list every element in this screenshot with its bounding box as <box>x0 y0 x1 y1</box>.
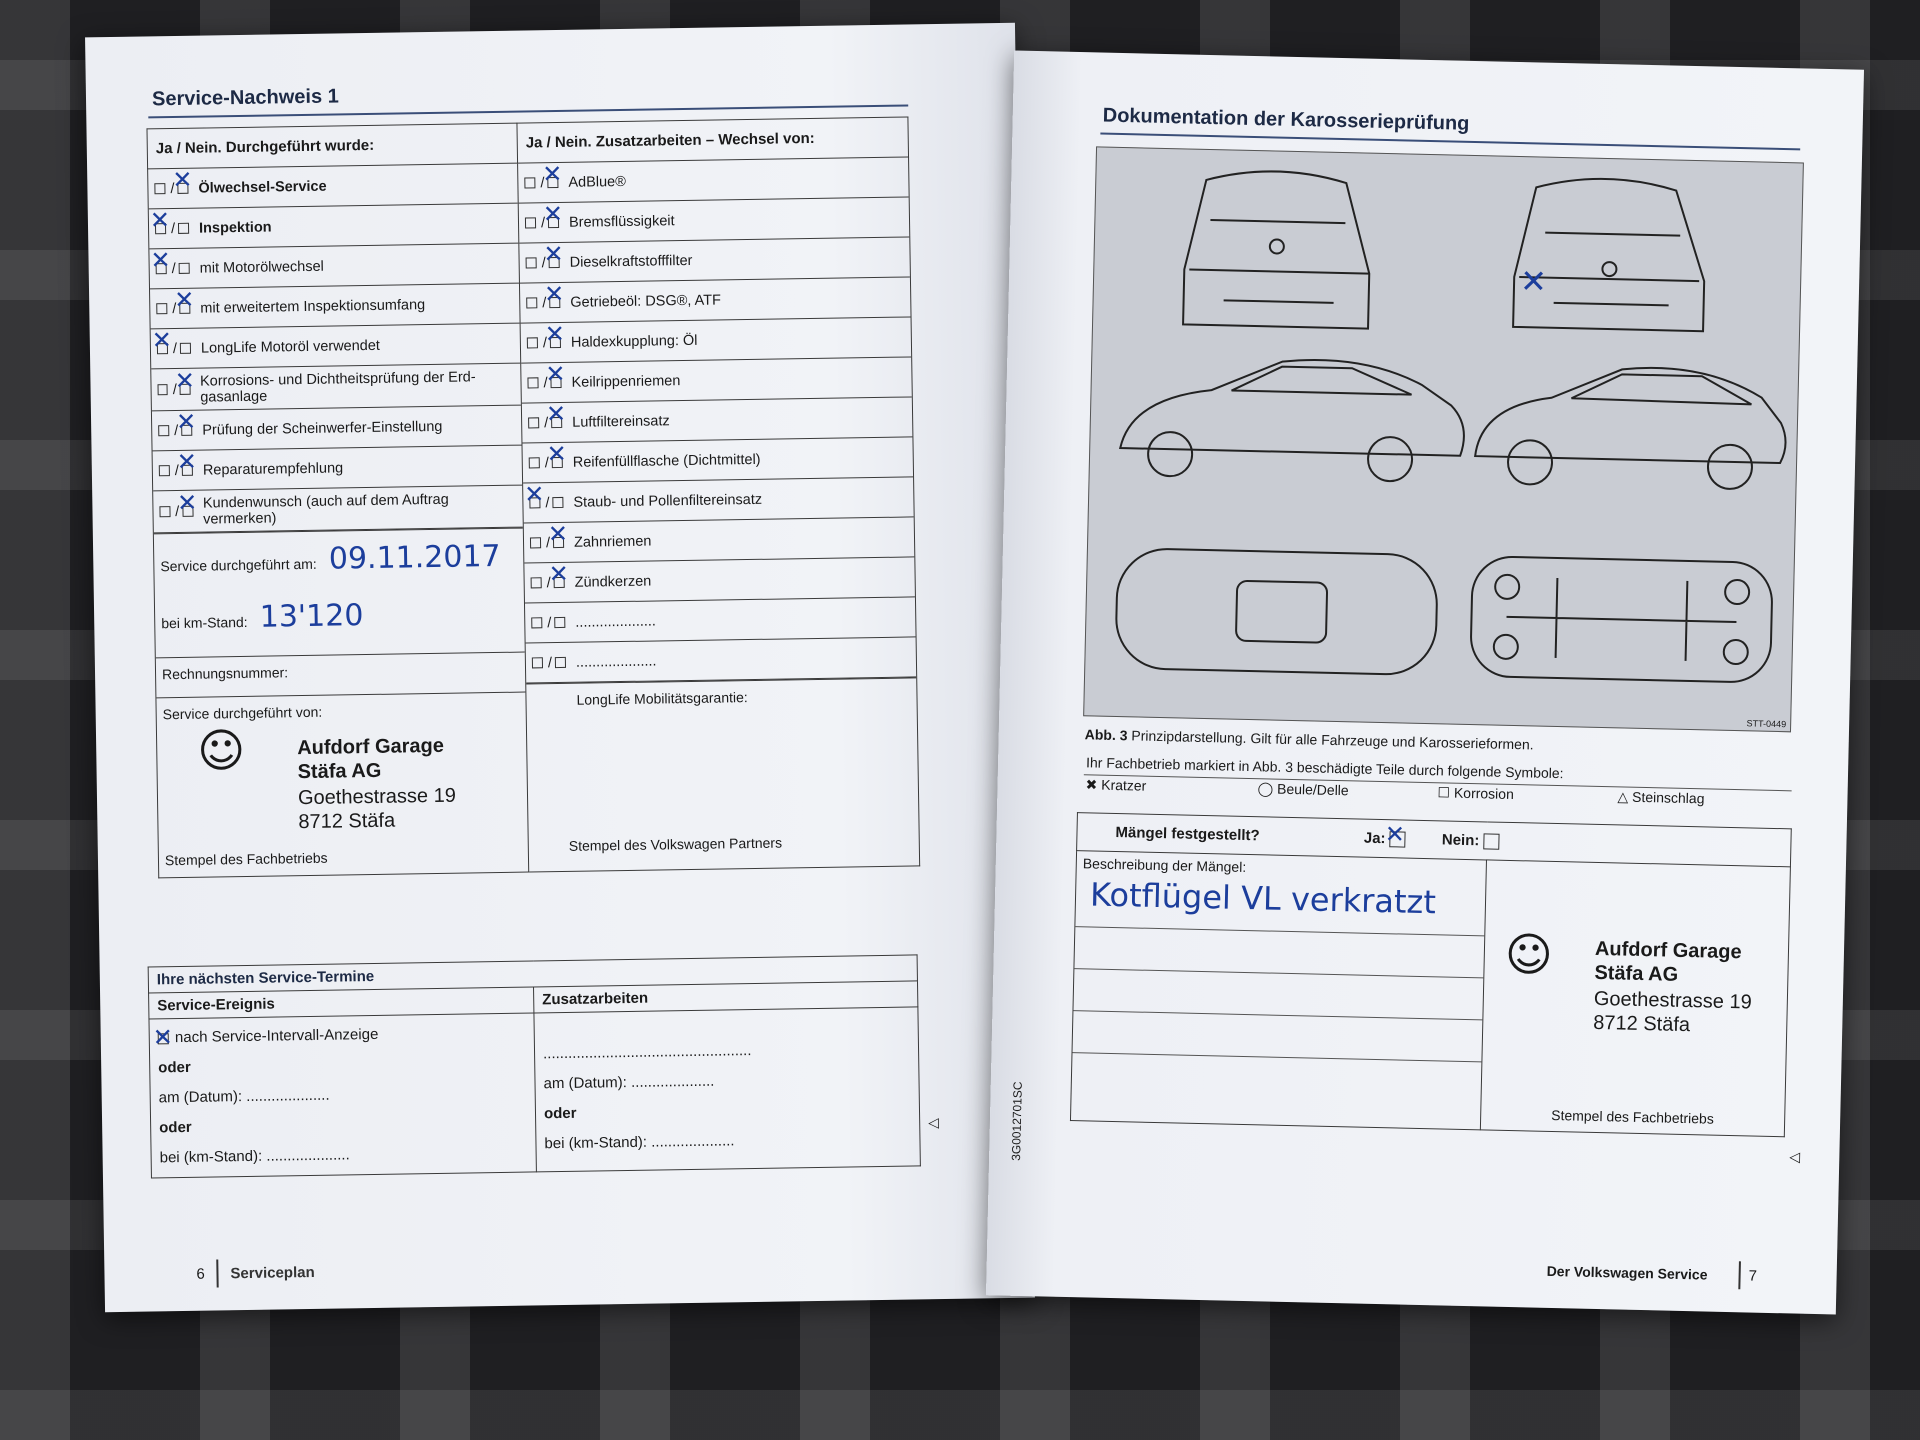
am-datum-1: am (Datum): .................... <box>158 1086 330 1107</box>
face-logo-icon: ☺ <box>1504 926 1554 982</box>
performed-by-label: Service durchgeführt von: <box>162 703 323 723</box>
left-page <box>85 23 1035 1312</box>
list-item-label: Zündkerzen <box>574 573 652 591</box>
checkbox-icon[interactable] <box>158 425 169 436</box>
list-item-label: mit Motorölwechsel <box>199 258 324 277</box>
list-item-label: Luftfiltereinsatz <box>572 412 670 431</box>
stamp-label-right: Stempel des Fachbetriebs <box>1551 1106 1715 1127</box>
checkbox-icon[interactable] <box>158 384 168 395</box>
list-item-label: Bremsflüssigkeit <box>568 212 675 231</box>
stamp-cell <box>156 692 528 878</box>
checkbox-icon[interactable] <box>179 303 190 314</box>
am-datum-2: am (Datum): .................... <box>543 1072 715 1093</box>
list-item <box>521 317 912 363</box>
slash-separator: / <box>540 214 546 231</box>
checkbox-icon[interactable] <box>182 506 193 517</box>
list-item <box>522 397 913 443</box>
longlife-label: LongLife Mobilitätsgarantie: <box>576 689 748 708</box>
slash-separator: / <box>544 454 549 471</box>
checkbox-icon[interactable] <box>178 223 189 234</box>
checkbox-icon[interactable] <box>526 297 537 308</box>
list-item <box>151 324 521 370</box>
service-date-label: Service durchgeführt am: <box>160 555 317 575</box>
checkbox-icon[interactable] <box>156 263 167 274</box>
slash-separator: / <box>544 414 549 431</box>
list-item <box>519 197 910 243</box>
checkbox-icon[interactable] <box>530 537 541 548</box>
footer-divider <box>216 1259 218 1287</box>
description-cell <box>1070 851 1486 1130</box>
slash-separator: / <box>542 294 547 311</box>
checkbox-icon[interactable] <box>159 465 170 476</box>
nein-label: Nein: <box>1441 831 1480 850</box>
slash-separator: / <box>170 180 175 197</box>
bei-km-1: bei (km-Stand): .................... <box>159 1146 350 1167</box>
triangle-arrow-icon: ◁ <box>1789 1148 1801 1165</box>
slash-separator: / <box>540 174 545 191</box>
figure-label: Abb. 3 <box>1084 726 1128 744</box>
checkbox-icon[interactable] <box>547 177 558 188</box>
checkbox-icon[interactable] <box>550 337 561 348</box>
checkbox-icon[interactable] <box>551 417 562 428</box>
defects-table <box>1070 812 1792 1137</box>
checkbox-icon[interactable] <box>157 343 168 354</box>
km-row <box>155 590 525 658</box>
col1-header: Ja / Nein. Durchgeführt wurde: <box>147 123 518 169</box>
list-item-label: Prüfung der Scheinwerfer-Einstellung <box>202 418 443 439</box>
list-item-label: Zahnriemen <box>573 533 652 551</box>
marking-text: Ihr Fachbetrieb markiert in Abb. 3 beschädigte Teile durch folgende Symbole: <box>1085 754 1564 782</box>
next-events-cell <box>149 1013 536 1178</box>
nein-checkbox[interactable] <box>1483 833 1499 849</box>
next-col2: Zusatzarbeiten <box>534 981 918 1013</box>
checkbox-icon[interactable] <box>550 377 561 388</box>
slash-separator: / <box>172 340 178 357</box>
list-item-label: Inspektion <box>198 218 272 237</box>
right-stamp-cell <box>1480 860 1790 1137</box>
slash-separator: / <box>547 614 552 631</box>
checkbox-icon[interactable] <box>177 183 188 194</box>
checkbox-icon[interactable] <box>181 425 192 436</box>
garage-street: Goethestrasse 19 <box>1593 987 1752 1014</box>
symbol-3: ☐ Korrosion <box>1437 784 1515 803</box>
list-item <box>518 157 909 203</box>
side-code: 3G0012701SC <box>1009 1081 1025 1162</box>
checkbox-icon[interactable] <box>527 377 538 388</box>
triangle-arrow-icon: ◁ <box>928 1114 940 1131</box>
symbol-1: ✖ Kratzer <box>1085 776 1147 794</box>
checkbox-icon[interactable] <box>532 657 543 668</box>
list-item <box>152 406 522 452</box>
garage-name1: Aufdorf Garage <box>1594 937 1742 964</box>
list-item <box>149 204 519 250</box>
col1-list <box>148 164 523 534</box>
garage-name1: Aufdorf Garage <box>297 734 445 760</box>
checkbox-icon[interactable] <box>525 217 536 228</box>
checkbox-icon[interactable] <box>552 457 563 468</box>
longlife-cell <box>526 677 919 863</box>
list-item <box>151 364 521 412</box>
list-item <box>150 284 520 330</box>
car-outline-icon <box>1084 147 1805 733</box>
checkbox-icon[interactable] <box>156 303 167 314</box>
list-item <box>524 557 915 603</box>
checkbox-icon[interactable] <box>180 384 190 395</box>
col2-list <box>518 157 916 683</box>
list-item <box>519 237 910 283</box>
checkbox-icon[interactable] <box>179 263 190 274</box>
figure-caption-text: Prinzipdarstellung. Gilt für alle Fahrzeuge und Karosserieformen. <box>1131 727 1534 753</box>
slash-separator: / <box>174 422 179 439</box>
list-item-label: mit erweitertem Inspektionsumfang <box>200 296 426 317</box>
defects-label: Mängel festgestellt? <box>1115 824 1260 845</box>
stamp-label: Stempel des Fachbetriebs <box>164 849 328 869</box>
description-label: Beschreibung der Mängel: <box>1082 855 1247 875</box>
checkbox-icon[interactable] <box>553 537 564 548</box>
description-value: Kotflügel VL verkratzt <box>1075 875 1485 936</box>
list-item <box>153 486 523 534</box>
list-item <box>520 277 911 323</box>
dots-long: .................................................. <box>542 1042 752 1063</box>
checkbox-icon[interactable] <box>526 257 537 268</box>
slash-separator: / <box>543 374 548 391</box>
slash-separator: / <box>542 334 548 351</box>
checkbox-icon[interactable] <box>154 183 165 194</box>
face-logo-icon: ☺ <box>196 722 246 778</box>
cross-mark-icon: ✕ <box>1519 262 1548 301</box>
service-date-value: 09.11.2017 <box>328 538 501 577</box>
symbol-4: △ Steinschlag <box>1617 788 1705 807</box>
next-title: Ihre nächsten Service-Termine <box>148 955 917 993</box>
oder-3: oder <box>543 1104 577 1123</box>
figure-code: STT-0449 <box>1746 718 1787 730</box>
checkbox-icon[interactable] <box>548 217 559 228</box>
ja-checkbox[interactable] <box>1389 831 1405 847</box>
checkbox-icon[interactable] <box>554 617 565 628</box>
list-item <box>526 637 917 683</box>
slash-separator: / <box>541 254 546 271</box>
col2-cell <box>518 157 920 872</box>
list-item-label: Dieselkraftstofffilter <box>569 252 693 271</box>
checkbox-icon[interactable] <box>158 1033 169 1044</box>
slash-separator: / <box>170 220 176 237</box>
garage-city: 8712 Stäfa <box>298 809 396 834</box>
footer-page-number-right: 7 <box>1748 1267 1758 1285</box>
next-item1: nach Service-Intervall-Anzeige <box>174 1025 379 1047</box>
list-item-label: Reparaturempfehlung <box>202 459 344 479</box>
checkbox-icon[interactable] <box>182 465 193 476</box>
slash-separator: / <box>545 534 551 551</box>
garage-name2: Stäfa AG <box>297 759 382 784</box>
figure-caption <box>1085 726 1534 752</box>
list-item-label: Keilrippenriemen <box>571 372 681 391</box>
km-value: 13'120 <box>259 598 364 635</box>
oder-2: oder <box>159 1118 192 1137</box>
checkbox-icon[interactable] <box>531 577 542 588</box>
list-item-label: Ölwechsel-Service <box>198 178 327 197</box>
list-item <box>153 446 523 492</box>
slash-separator: / <box>175 503 180 520</box>
col2-header: Ja / Nein. Zusatzarbeiten – Wechsel von: <box>517 117 909 163</box>
page-title: Service-Nachweis 1 <box>151 85 339 111</box>
list-item-label: AdBlue® <box>568 173 626 191</box>
page-title-right: Dokumentation der Karosserieprüfung <box>1102 104 1470 135</box>
garage-street: Goethestrasse 19 <box>297 784 457 810</box>
service-date-row <box>154 528 524 596</box>
list-item <box>525 597 916 643</box>
footer-label-right: Der Volkswagen Service <box>1546 1262 1708 1283</box>
list-item-label: Staub- und Pollenfiltereinsatz <box>573 491 763 511</box>
invoice-row: Rechnungsnummer: <box>156 652 526 698</box>
symbol-2: ◯ Beule/Delle <box>1257 780 1349 799</box>
slash-separator: / <box>172 381 178 398</box>
checkbox-icon[interactable] <box>529 497 540 508</box>
next-col1: Service-Ereignis <box>149 987 534 1019</box>
bei-km-2: bei (km-Stand): .................... <box>544 1132 735 1153</box>
list-item-label: Kundenwunsch (auch auf dem Auftrag vermerken) <box>202 491 449 528</box>
ja-label: Ja: <box>1363 829 1386 848</box>
slash-separator: / <box>174 462 180 479</box>
list-item-label: Haldexkupplung: Öl <box>570 332 698 351</box>
checkbox-icon[interactable] <box>555 657 566 668</box>
list-item-label: LongLife Motoröl verwendet <box>200 337 381 357</box>
checkbox-icon[interactable] <box>554 577 565 588</box>
garage-name2: Stäfa AG <box>1594 961 1679 986</box>
list-item-label: Korrosions- und Dichtheitsprüfung der Erd-gasanlage <box>199 368 476 406</box>
next-service-table <box>148 954 921 1178</box>
list-item-label: .................... <box>575 612 657 631</box>
checkbox-icon[interactable] <box>549 257 560 268</box>
checkbox-icon[interactable] <box>531 617 542 628</box>
next-extra-cell <box>534 1007 920 1172</box>
checkbox-icon[interactable] <box>527 337 538 348</box>
slash-separator: / <box>172 300 177 317</box>
col1-cell <box>148 163 529 878</box>
list-item-label: Reifenfüllflasche (Dichtmittel) <box>572 451 761 471</box>
oder-1: oder <box>158 1058 191 1077</box>
right-page <box>986 51 1864 1315</box>
partner-stamp-label: Stempel des Volkswagen Partners <box>568 834 783 854</box>
description-line <box>1073 1011 1483 1062</box>
car-diagram <box>1083 146 1804 732</box>
garage-city: 8712 Stäfa <box>1593 1011 1691 1037</box>
list-item <box>524 517 915 563</box>
service-table <box>146 116 920 878</box>
footer-divider-right <box>1738 1261 1741 1289</box>
slash-separator: / <box>545 494 550 511</box>
list-item <box>523 477 914 523</box>
checkbox-icon[interactable] <box>159 506 170 517</box>
list-item-label: .................... <box>575 652 657 671</box>
checkbox-icon[interactable] <box>529 457 540 468</box>
list-item <box>148 164 518 210</box>
checkbox-icon[interactable] <box>552 497 563 508</box>
checkbox-icon[interactable] <box>155 223 166 234</box>
list-item-label: Getriebeöl: DSG®, ATF <box>570 291 722 311</box>
checkbox-icon[interactable] <box>524 177 535 188</box>
checkbox-icon[interactable] <box>549 297 560 308</box>
checkbox-icon[interactable] <box>180 343 191 354</box>
list-item <box>149 244 519 290</box>
km-label: bei km-Stand: <box>161 613 248 632</box>
footer-label: Serviceplan <box>230 1263 315 1283</box>
checkbox-icon[interactable] <box>528 417 539 428</box>
slash-separator: / <box>546 574 551 591</box>
list-item <box>521 357 912 403</box>
slash-separator: / <box>171 260 176 277</box>
list-item <box>522 437 913 483</box>
footer-page-number: 6 <box>196 1265 205 1283</box>
slash-separator: / <box>547 654 553 671</box>
